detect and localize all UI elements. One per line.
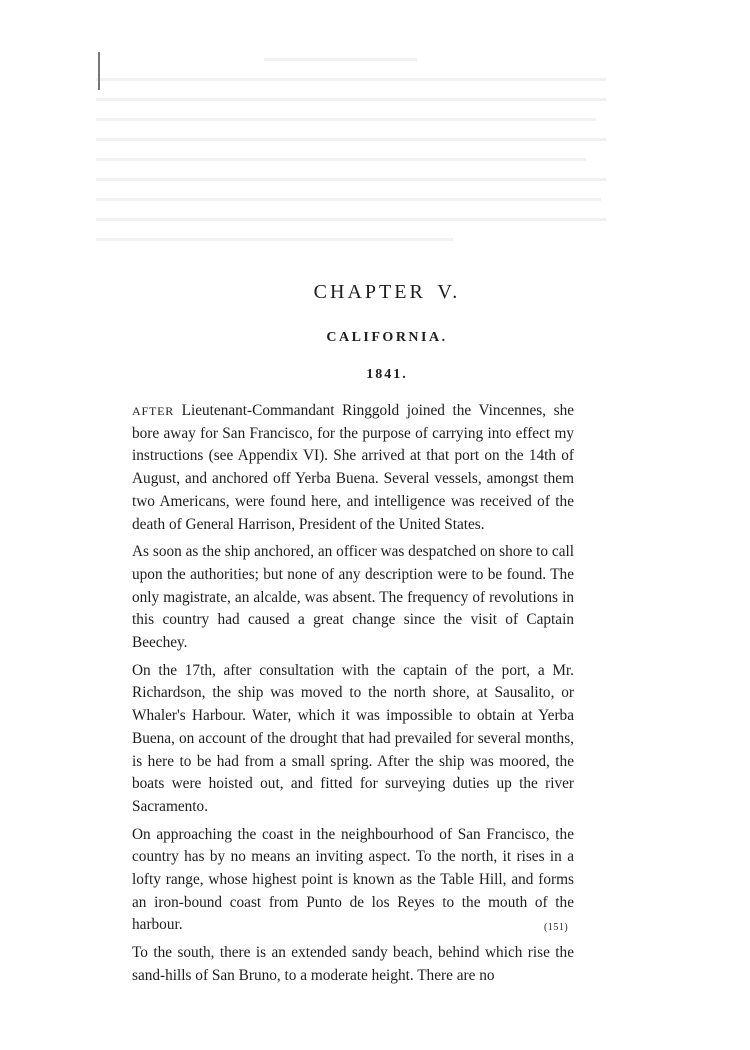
paragraph [132, 942, 574, 987]
body-text [132, 400, 574, 993]
paragraph-lead-word: AFTER [132, 404, 175, 418]
chapter-year: 1841. [366, 367, 408, 382]
paragraph-text: On approaching the coast in the neighbourhood of San Francisco, the country has by no means an inviting aspect. To the north, it rises in a lofty range, whose highest point is known as the Table Hill, and forms an iron-bound coast from Punto de los Reyes to the mouth of the harbour. [132, 825, 574, 934]
paragraph-text: Lieutenant-Commandant Ringgold joined the Vincennes, she bore away for San Francisco, for the purpose of carrying into effect my instructions (see Appendix VI). She arrived at that port on the 14th of August, and anchored off Yerba Buena. Several vessels, amongst them two Americans, were found here, and intelligence was received of the death of General Harrison, President of the United States. [132, 402, 575, 533]
paragraph-text: To the south, there is an extended sandy beach, behind which rise the sand-hills of San Bruno, to a moderate height. There are no [132, 944, 574, 984]
margin-rule [98, 52, 100, 90]
paragraph [132, 400, 574, 536]
paragraph-text: As soon as the ship anchored, an officer was despatched on shore to call upon the authorities; but none of any description were to be found. The only magistrate, an alcalde, was absent. The frequency of revolutions in this country had caused a great change since the visit of Captain Beechey. [132, 543, 574, 652]
chapter-subtitle: CALIFORNIA. [326, 330, 448, 345]
paragraph [132, 824, 574, 938]
page-number: (151) [544, 922, 569, 933]
paragraph [132, 541, 574, 655]
paragraph [132, 660, 574, 819]
paragraph-text: On the 17th, after consultation with the captain of the port, a Mr. Richardson, the ship was moved to the north shore, at Sausalito, or Whaler's Harbour. Water, which it was impossible to obtain at Yerba Buena, on account of the drought that had prevailed for several months, is here to be had from a small spring. After the ship was moored, the boats were hoisted out, and fitted for surveying duties up the river Sacramento. [132, 661, 574, 815]
chapter-heading: CHAPTER V. [313, 281, 461, 303]
